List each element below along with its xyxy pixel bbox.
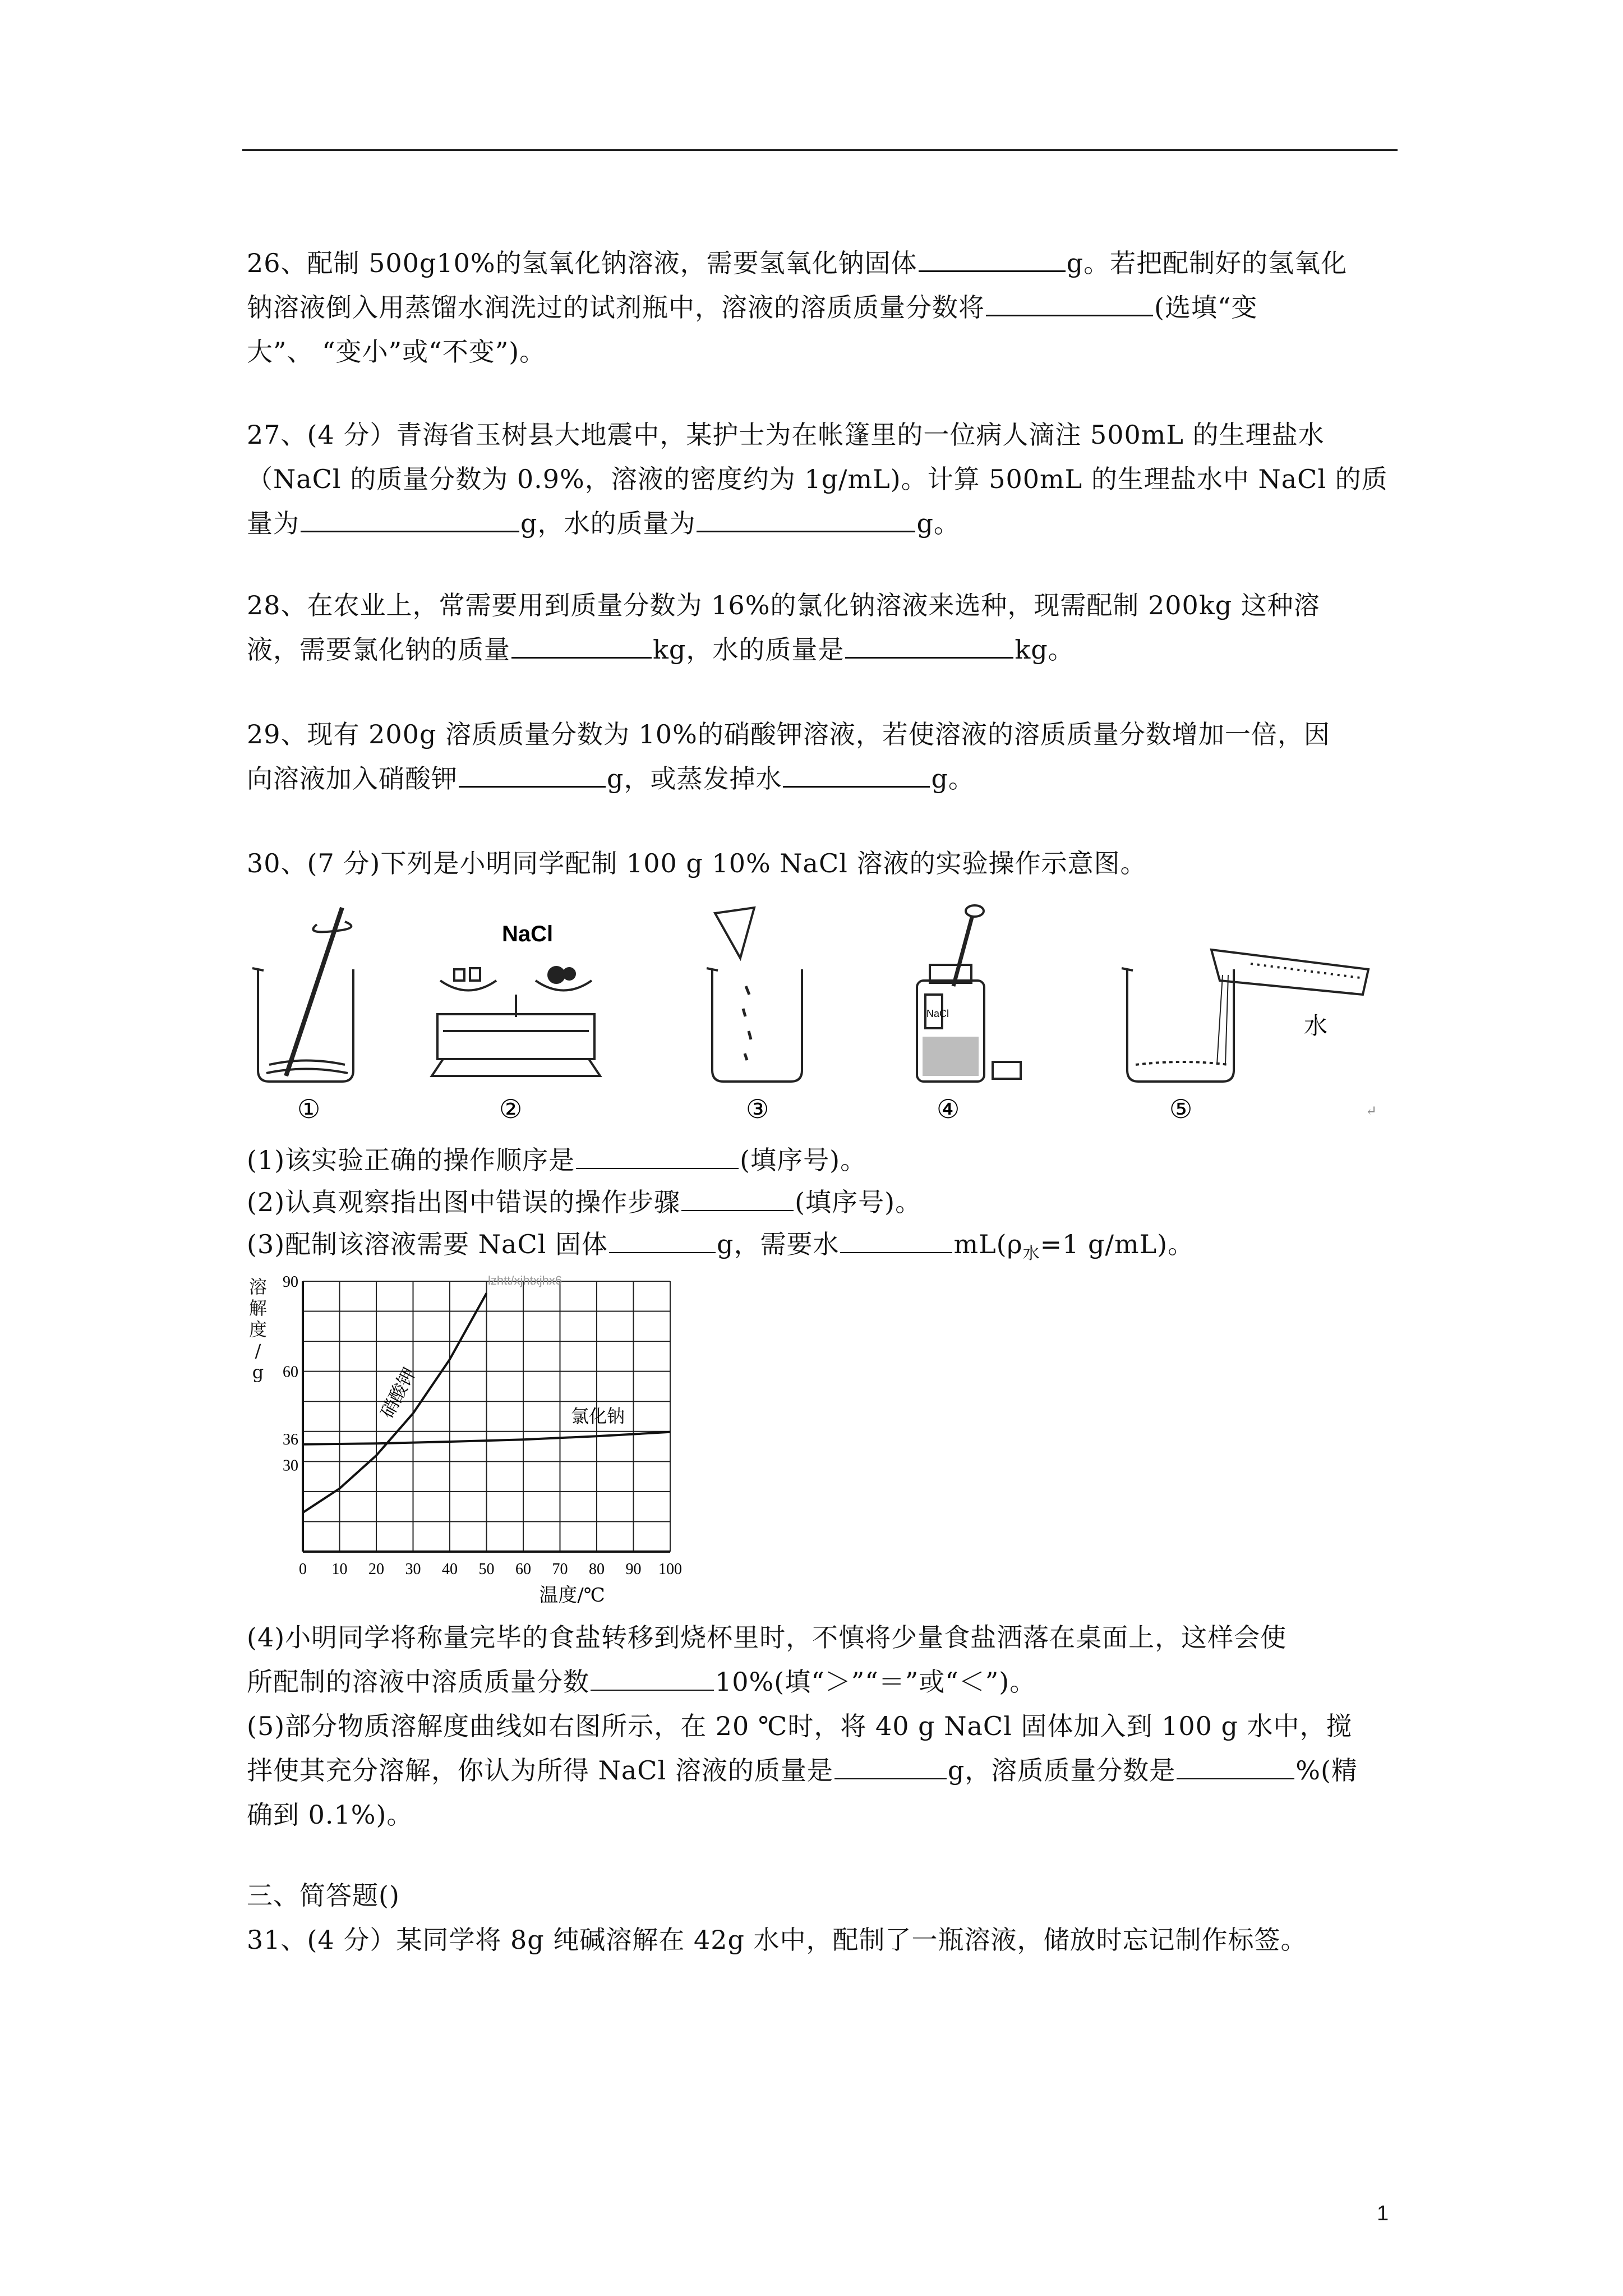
q28-text: 28、在农业上，常需要用到质量分数为 16%的氯化钠溶液来选种，现需配制 200kg 这种溶 [247, 590, 1320, 620]
x-tick-label: 100 [658, 1561, 682, 1578]
q27-text: （NaCl 的质量分数为 0.9%，溶液的密度约为 1g/mL)。计算 500mL 的生理盐水中 NaCl 的质 [247, 464, 1388, 494]
q28-text: kg，水的质量是 [653, 634, 845, 665]
step-5-water-pour-illustration [1122, 950, 1368, 1082]
q30-text: 拌使其充分溶解，你认为所得 NaCl 溶液的质量是 [247, 1755, 833, 1786]
water-label: 水 [1304, 1012, 1328, 1039]
question-30-parts-4-5 [247, 1616, 1396, 1837]
answer-blank[interactable] [834, 1749, 947, 1779]
q26-text: 钠溶液倒入用蒸馏水润洗过的试剂瓶中，溶液的溶质质量分数将 [247, 292, 985, 323]
q30-text: (2)认真观察指出图中错误的操作步骤 [247, 1187, 681, 1217]
x-tick-label: 0 [299, 1561, 307, 1578]
q30-text: g，溶质质量分数是 [947, 1755, 1176, 1786]
y-axis-label-char: 溶 [248, 1276, 267, 1297]
q30-text: 10%(填“＞”“＝”或“＜”)。 [715, 1667, 1036, 1697]
question-30-parts-1-3 [247, 1139, 1396, 1269]
section-heading: 三、简答题() [247, 1880, 400, 1911]
q31-text: 31、(4 分）某同学将 8g 纯碱溶解在 42g 水中，配制了一瓶溶液，储放时忘记制作标签。 [247, 1925, 1307, 1955]
x-tick-label: 60 [515, 1561, 531, 1578]
q30-text: mL(ρ [953, 1229, 1023, 1259]
page-number: 1 [1377, 2202, 1389, 2225]
x-tick-label: 30 [405, 1561, 421, 1578]
q28-text: 液，需要氯化钠的质量 [247, 634, 510, 665]
y-axis-label-char: 解 [248, 1297, 267, 1319]
x-tick-label: 40 [442, 1561, 458, 1578]
q26-text: (选填“变 [1154, 292, 1258, 323]
q30-subscript: 水 [1022, 1244, 1040, 1263]
q30-text: (填序号)。 [795, 1187, 922, 1217]
y-tick-label: 60 [283, 1363, 298, 1381]
q30-text: 所配制的溶液中溶质质量分数 [247, 1667, 589, 1697]
step-label-3: ③ [746, 1094, 769, 1124]
q30-text: %(精 [1295, 1755, 1358, 1786]
y-axis-label-char: g [252, 1361, 264, 1383]
x-tick-label: 10 [331, 1561, 348, 1578]
answer-blank[interactable] [845, 628, 1013, 659]
x-tick-label: 70 [552, 1561, 568, 1578]
header-rule [242, 149, 1398, 151]
chart-x-axis-label: 温度/℃ [539, 1584, 605, 1607]
series-label-potassium-nitrate: 硝酸钾 [376, 1364, 421, 1422]
step-3-pour-illustration [707, 908, 802, 1082]
answer-blank[interactable] [840, 1223, 952, 1253]
q29-text: 向溶液加入硝酸钾 [247, 763, 458, 794]
chart-watermark: lzhtt/xjhtxjhx6 [488, 1273, 562, 1287]
step-1-stir-illustration [252, 908, 353, 1082]
q30-text: (5)部分物质溶解度曲线如右图所示，在 20 ℃时，将 40 g NaCl 固体加入到 100 g 水中，搅 [247, 1711, 1353, 1741]
answer-blank[interactable] [681, 1181, 794, 1211]
x-tick-label: 80 [589, 1561, 605, 1578]
nacl-label-bottle: NaCl [926, 1008, 949, 1019]
answer-blank[interactable] [511, 628, 652, 659]
answer-blank[interactable] [919, 241, 1066, 272]
answer-blank[interactable] [301, 501, 519, 532]
q30-text: g，需要水 [717, 1229, 840, 1259]
q30-text: (填序号)。 [740, 1145, 867, 1175]
q26-text: 26、配制 500g10%的氢氧化钠溶液，需要氢氧化钠固体 [247, 248, 917, 278]
q27-text: 量为 [247, 508, 299, 539]
q29-text: g，或蒸发掉水 [607, 763, 782, 794]
series-label-sodium-chloride: 氯化钠 [571, 1405, 625, 1427]
question-26 [247, 241, 1396, 374]
q30-text: =1 g/mL)。 [1040, 1229, 1195, 1259]
q26-text: 大”、 “变小”或“不变”)。 [247, 337, 546, 367]
x-tick-label: 90 [625, 1561, 642, 1578]
y-tick-label: 90 [283, 1273, 298, 1291]
question-27 [247, 413, 1396, 546]
step-label-5: ⑤ [1169, 1094, 1193, 1124]
question-29 [247, 712, 1396, 801]
answer-blank[interactable] [459, 757, 606, 788]
q30-text: (4)小明同学将称量完毕的食盐转移到烧杯里时，不慎将少量食盐洒落在桌面上，这样会使 [247, 1622, 1287, 1653]
step-label-2: ② [499, 1094, 523, 1124]
q27-text: g。 [916, 508, 960, 539]
question-30-intro [247, 841, 1396, 886]
question-28 [247, 583, 1396, 672]
q30-text: (3)配制该溶液需要 NaCl 固体 [247, 1229, 608, 1259]
q27-text: 27、(4 分）青海省玉树县大地震中，某护士为在帐篷里的一位病人滴注 500mL 的生理盐水 [247, 420, 1325, 450]
q29-text: g。 [931, 763, 975, 794]
y-tick-label: 36 [283, 1431, 298, 1449]
x-tick-label: 20 [368, 1561, 384, 1578]
q28-text: kg。 [1015, 634, 1075, 665]
q30-text: 30、(7 分)下列是小明同学配制 100 g 10% NaCl 溶液的实验操作示意图。 [247, 848, 1147, 878]
nacl-label-balance: NaCl [502, 922, 554, 946]
answer-blank[interactable] [591, 1660, 714, 1691]
experiment-steps-figure [247, 896, 1380, 1126]
q27-text: g，水的质量为 [520, 508, 696, 539]
y-axis-label-char: 度 [248, 1319, 267, 1340]
step-4-reagent-bottle-illustration [917, 905, 1021, 1082]
step-2-balance-illustration [432, 967, 600, 1076]
step-label-4: ④ [937, 1094, 960, 1124]
q30-text: (1)该实验正确的操作顺序是 [247, 1145, 575, 1175]
answer-blank[interactable] [609, 1223, 716, 1253]
answer-blank[interactable] [697, 501, 915, 532]
answer-blank[interactable] [986, 286, 1153, 316]
chart-y-axis-label [247, 1276, 269, 1383]
step-label-1: ① [297, 1094, 321, 1124]
solubility-chart [247, 1273, 740, 1610]
section-3 [247, 1874, 1396, 1962]
q26-text: g。若把配制好的氢氧化 [1066, 248, 1348, 278]
y-axis-label-char: / [255, 1340, 261, 1361]
y-tick-label: 30 [283, 1457, 298, 1475]
x-tick-label: 50 [478, 1561, 495, 1578]
answer-blank[interactable] [576, 1139, 739, 1169]
answer-blank[interactable] [1177, 1749, 1294, 1779]
answer-blank[interactable] [783, 757, 930, 788]
q30-text: 确到 0.1%)。 [247, 1800, 413, 1830]
return-mark: ↵ [1366, 1103, 1377, 1119]
q29-text: 29、现有 200g 溶质质量分数为 10%的硝酸钾溶液，若使溶液的溶质质量分数增加一倍，因 [247, 719, 1330, 749]
